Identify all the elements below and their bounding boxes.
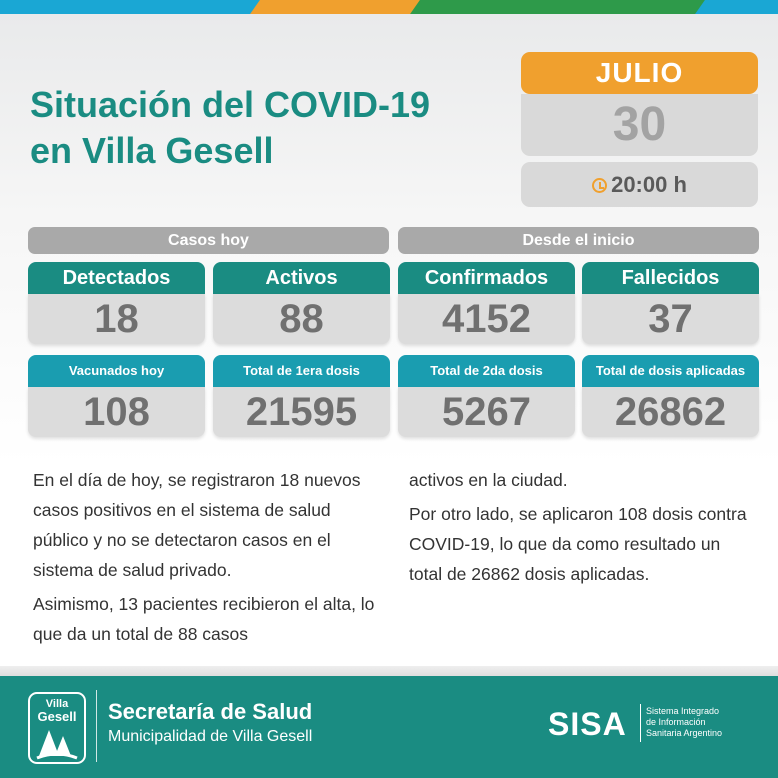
title-line-1: Situación del COVID-19 — [30, 84, 431, 125]
strip-green — [410, 0, 710, 14]
top-color-strip — [0, 0, 778, 14]
pine-tree-icon — [35, 726, 79, 762]
stat-label: Vacunados hoy — [28, 355, 205, 387]
sisa-description — [646, 706, 756, 739]
stat-value: 18 — [28, 294, 205, 344]
stat-label: Total de dosis aplicadas — [582, 355, 759, 387]
stat-label: Total de 2da dosis — [398, 355, 575, 387]
stat-card-confirmados — [398, 262, 575, 344]
stat-card-vacunados-hoy — [28, 355, 205, 437]
stat-value: 5267 — [398, 387, 575, 437]
sisa-desc-line-2: de Información — [646, 717, 706, 727]
date-month: JULIO — [521, 52, 758, 94]
stat-value: 108 — [28, 387, 205, 437]
villa-gesell-logo — [28, 692, 86, 764]
strip-blue — [0, 0, 265, 14]
stat-value: 4152 — [398, 294, 575, 344]
section-desde-el-inicio: Desde el inicio — [398, 227, 759, 254]
sisa-desc-line-3: Sanitaria Argentino — [646, 728, 723, 738]
stat-value: 26862 — [582, 387, 759, 437]
sisa-desc-line-1: Sistema Integrado — [646, 706, 720, 716]
stat-value: 21595 — [213, 387, 390, 437]
stat-label: Confirmados — [398, 262, 575, 294]
clock-icon — [592, 178, 607, 193]
stat-value: 37 — [582, 294, 759, 344]
stat-label: Total de 1era dosis — [213, 355, 390, 387]
stat-card-fallecidos — [582, 262, 759, 344]
stat-card-dosis-aplicadas — [582, 355, 759, 437]
footer-title: Secretaría de Salud — [108, 699, 313, 724]
page-title — [30, 82, 500, 174]
stat-card-activos — [213, 262, 390, 344]
logo-text-line-1: Villa — [45, 698, 69, 710]
stat-card-detectados — [28, 262, 205, 344]
paragraph: activos en la ciudad. — [409, 470, 568, 490]
footer-shadow-band — [0, 666, 778, 676]
section-casos-hoy: Casos hoy — [28, 227, 389, 254]
footer-subtitle: Municipalidad de Villa Gesell — [108, 728, 313, 745]
sisa-logo: SISA — [548, 706, 627, 742]
logo-text-line-2: Gesell — [37, 709, 77, 724]
report-time — [521, 162, 758, 207]
paragraph: En el día de hoy, se registraron 18 nuevos casos positivos en el sistema de salud público y no se detectaron casos en el sistema de salud privado. — [33, 470, 361, 580]
stat-card-primera-dosis — [213, 355, 390, 437]
stat-value: 88 — [213, 294, 390, 344]
paragraph: Por otro lado, se aplicaron 108 dosis contra COVID-19, lo que da como resultado un total de 26862 dosis aplicadas. — [409, 504, 747, 584]
stat-label: Detectados — [28, 262, 205, 294]
title-line-2: en Villa Gesell — [30, 130, 274, 171]
sisa-divider — [640, 704, 641, 742]
strip-blue-right — [695, 0, 778, 14]
stat-label: Activos — [213, 262, 390, 294]
footer-divider — [96, 690, 97, 762]
body-text-left — [33, 465, 378, 649]
stat-label: Fallecidos — [582, 262, 759, 294]
body-text-right — [409, 465, 754, 589]
strip-orange — [250, 0, 430, 14]
time-value: 20:00 h — [611, 172, 687, 197]
date-day: 30 — [521, 94, 758, 156]
paragraph: Asimismo, 13 pacientes recibieron el alta, lo que da un total de 88 casos — [33, 594, 375, 644]
stat-card-segunda-dosis — [398, 355, 575, 437]
